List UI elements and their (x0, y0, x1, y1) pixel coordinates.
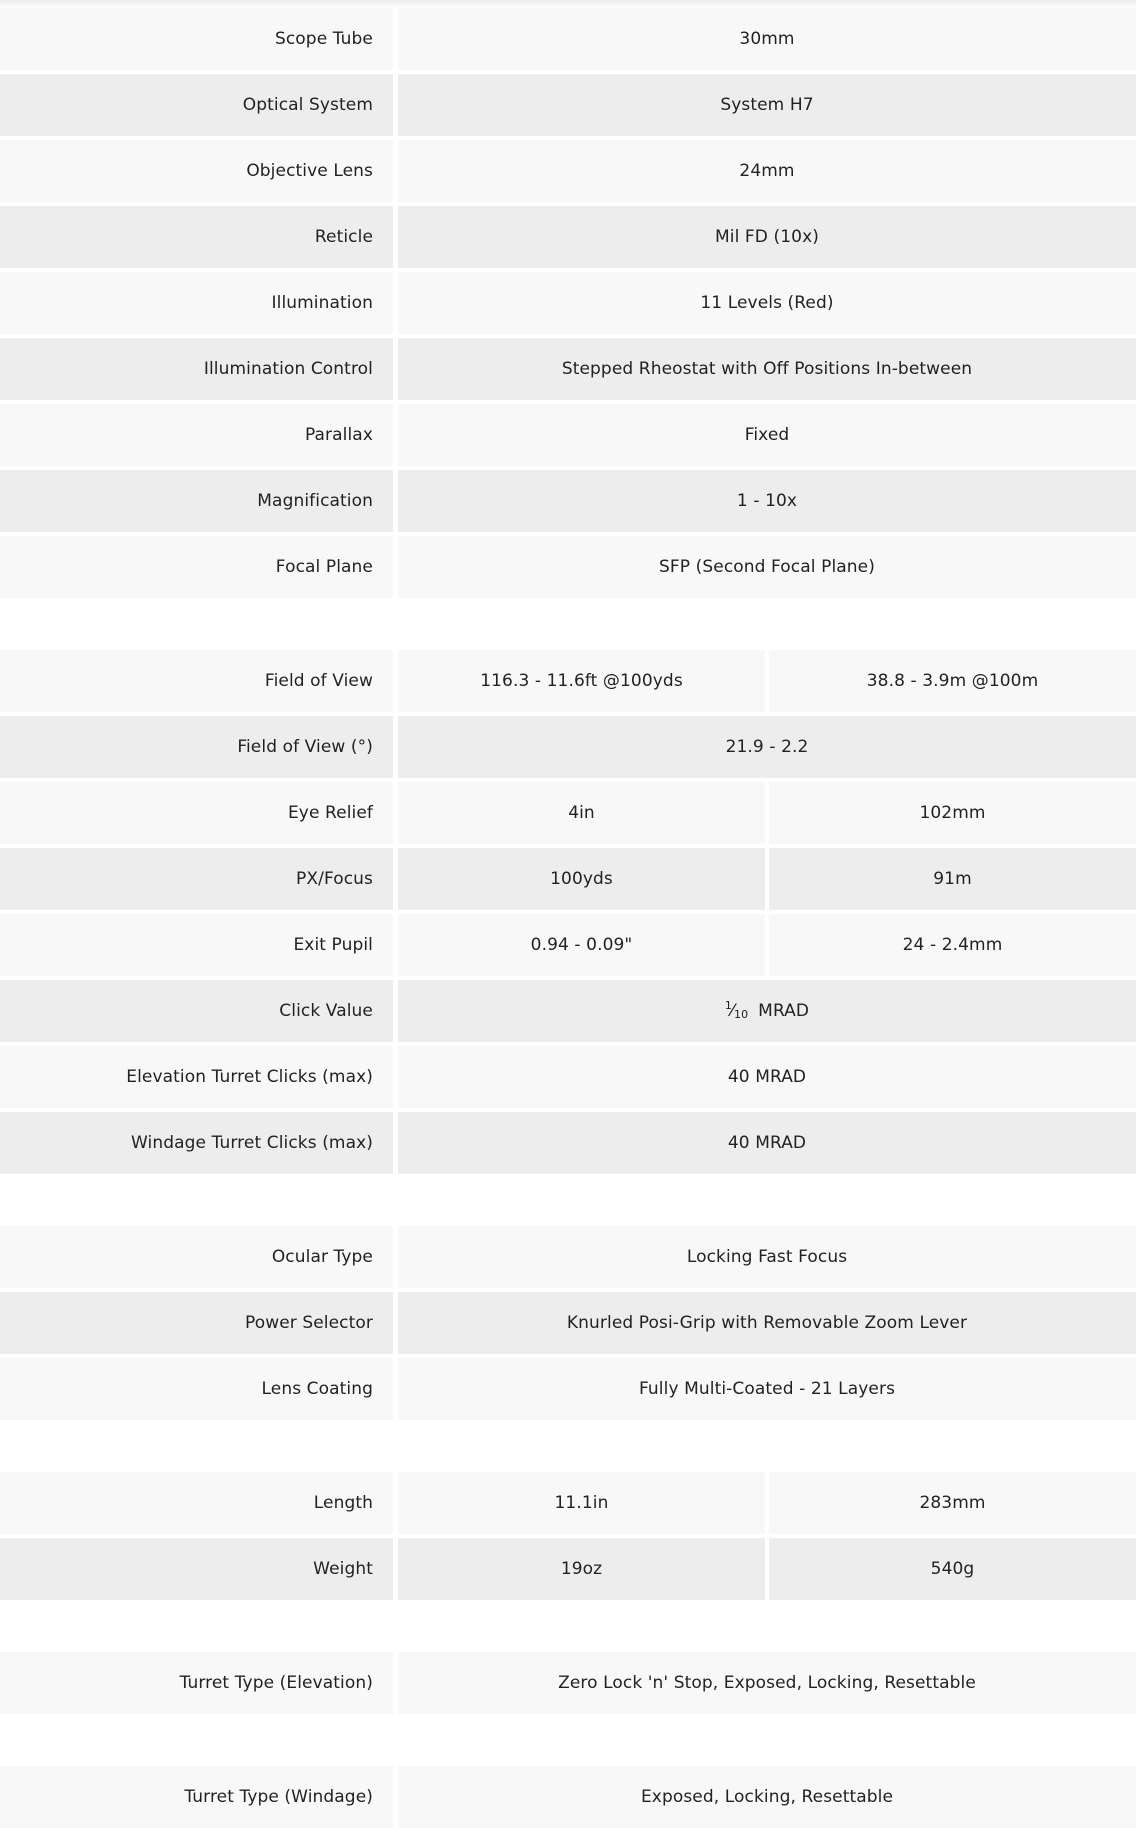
spec-label: Turret Type (Elevation) (0, 1652, 393, 1714)
spec-group (0, 1652, 1136, 1714)
spec-value-imperial: 0.94 - 0.09" (398, 914, 765, 976)
top-shadow (0, 0, 1136, 8)
spec-row-elevation-turret-clicks-max (0, 1046, 1136, 1108)
spec-values (398, 1766, 1136, 1828)
spec-label: Power Selector (0, 1292, 393, 1354)
spec-label: Optical System (0, 74, 393, 136)
spec-value-imperial: 100yds (398, 848, 765, 910)
spec-row-eye-relief (0, 782, 1136, 844)
spec-value: Fixed (398, 404, 1136, 466)
spec-table (0, 8, 1136, 1828)
spec-value: 40 MRAD (398, 1112, 1136, 1174)
spec-values (398, 782, 1136, 844)
spec-values (398, 1112, 1136, 1174)
spec-values (398, 8, 1136, 70)
spec-row-parallax (0, 404, 1136, 466)
spec-label: Turret Type (Windage) (0, 1766, 393, 1828)
spec-label: Ocular Type (0, 1226, 393, 1288)
spec-value: 40 MRAD (398, 1046, 1136, 1108)
spec-row-scope-tube (0, 8, 1136, 70)
spec-value: Exposed, Locking, Resettable (398, 1766, 1136, 1828)
spec-label: Field of View (0, 650, 393, 712)
spec-label: Illumination Control (0, 338, 393, 400)
spec-row-reticle (0, 206, 1136, 268)
spec-value: SFP (Second Focal Plane) (398, 536, 1136, 598)
spec-value-unit: MRAD (758, 1001, 810, 1021)
spec-values (398, 650, 1136, 712)
spec-label: Field of View (°) (0, 716, 393, 778)
spec-value-metric: 24 - 2.4mm (769, 914, 1136, 976)
spec-row-power-selector (0, 1292, 1136, 1354)
spec-values (398, 1472, 1136, 1534)
spec-row-objective-lens (0, 140, 1136, 202)
spec-value: 21.9 - 2.2 (398, 716, 1136, 778)
spec-label: Exit Pupil (0, 914, 393, 976)
spec-row-turret-type-elevation (0, 1652, 1136, 1714)
spec-values (398, 716, 1136, 778)
spec-label: Objective Lens (0, 140, 393, 202)
spec-label: Length (0, 1472, 393, 1534)
spec-row-windage-turret-clicks-max (0, 1112, 1136, 1174)
spec-row-length (0, 1472, 1136, 1534)
spec-values (398, 914, 1136, 976)
spec-values (398, 1226, 1136, 1288)
spec-values (398, 980, 1136, 1042)
spec-value: Stepped Rheostat with Off Positions In-between (398, 338, 1136, 400)
spec-value-imperial: 19oz (398, 1538, 765, 1600)
spec-value: 11 Levels (Red) (398, 272, 1136, 334)
spec-label: Windage Turret Clicks (max) (0, 1112, 393, 1174)
spec-value: Fully Multi-Coated - 21 Layers (398, 1358, 1136, 1420)
spec-row-ocular-type (0, 1226, 1136, 1288)
spec-label: Eye Relief (0, 782, 393, 844)
spec-value: 24mm (398, 140, 1136, 202)
spec-values (398, 338, 1136, 400)
spec-label: Illumination (0, 272, 393, 334)
spec-row-lens-coating (0, 1358, 1136, 1420)
spec-row-turret-type-windage (0, 1766, 1136, 1828)
spec-value-metric: 38.8 - 3.9m @100m (769, 650, 1136, 712)
spec-group (0, 1766, 1136, 1828)
spec-value: 1 - 10x (398, 470, 1136, 532)
spec-value: Locking Fast Focus (398, 1226, 1136, 1288)
spec-value-metric: 283mm (769, 1472, 1136, 1534)
spec-value: Knurled Posi-Grip with Removable Zoom Lever (398, 1292, 1136, 1354)
spec-row-field-of-view (0, 650, 1136, 712)
fraction-numerator: 1 (724, 998, 733, 1012)
spec-values (398, 140, 1136, 202)
spec-value-metric: 102mm (769, 782, 1136, 844)
spec-label: Lens Coating (0, 1358, 393, 1420)
spec-row-magnification (0, 470, 1136, 532)
spec-value: Mil FD (10x) (398, 206, 1136, 268)
spec-values (398, 1046, 1136, 1108)
spec-value: 30mm (398, 8, 1136, 70)
spec-value-imperial: 4in (398, 782, 765, 844)
spec-value-metric: 91m (769, 848, 1136, 910)
spec-values (398, 470, 1136, 532)
spec-values (398, 74, 1136, 136)
spec-label: Click Value (0, 980, 393, 1042)
spec-row-illumination-control (0, 338, 1136, 400)
spec-row-focal-plane (0, 536, 1136, 598)
spec-row-click-value (0, 980, 1136, 1042)
spec-values (398, 1292, 1136, 1354)
spec-label: Weight (0, 1538, 393, 1600)
spec-row-illumination (0, 272, 1136, 334)
spec-values (398, 1358, 1136, 1420)
spec-values (398, 272, 1136, 334)
spec-values (398, 536, 1136, 598)
spec-row-optical-system (0, 74, 1136, 136)
fraction (724, 998, 758, 1021)
spec-group (0, 1226, 1136, 1420)
spec-label: PX/Focus (0, 848, 393, 910)
spec-values (398, 404, 1136, 466)
fraction-slash: ⁄ (731, 1001, 734, 1021)
spec-value: System H7 (398, 74, 1136, 136)
spec-values (398, 1538, 1136, 1600)
spec-value (398, 980, 1136, 1042)
spec-values (398, 1652, 1136, 1714)
spec-value-imperial: 116.3 - 11.6ft @100yds (398, 650, 765, 712)
spec-values (398, 206, 1136, 268)
spec-values (398, 848, 1136, 910)
spec-group (0, 8, 1136, 598)
spec-row-field-of-view (0, 716, 1136, 778)
spec-row-weight (0, 1538, 1136, 1600)
fraction-denominator: 10 (733, 1007, 749, 1021)
spec-row-exit-pupil (0, 914, 1136, 976)
spec-value-metric: 540g (769, 1538, 1136, 1600)
spec-label: Scope Tube (0, 8, 393, 70)
spec-label: Magnification (0, 470, 393, 532)
spec-label: Elevation Turret Clicks (max) (0, 1046, 393, 1108)
spec-label: Focal Plane (0, 536, 393, 598)
spec-value: Zero Lock 'n' Stop, Exposed, Locking, Resettable (398, 1652, 1136, 1714)
spec-value-imperial: 11.1in (398, 1472, 765, 1534)
spec-label: Reticle (0, 206, 393, 268)
spec-row-px-focus (0, 848, 1136, 910)
spec-label: Parallax (0, 404, 393, 466)
spec-group (0, 1472, 1136, 1600)
spec-group (0, 650, 1136, 1174)
